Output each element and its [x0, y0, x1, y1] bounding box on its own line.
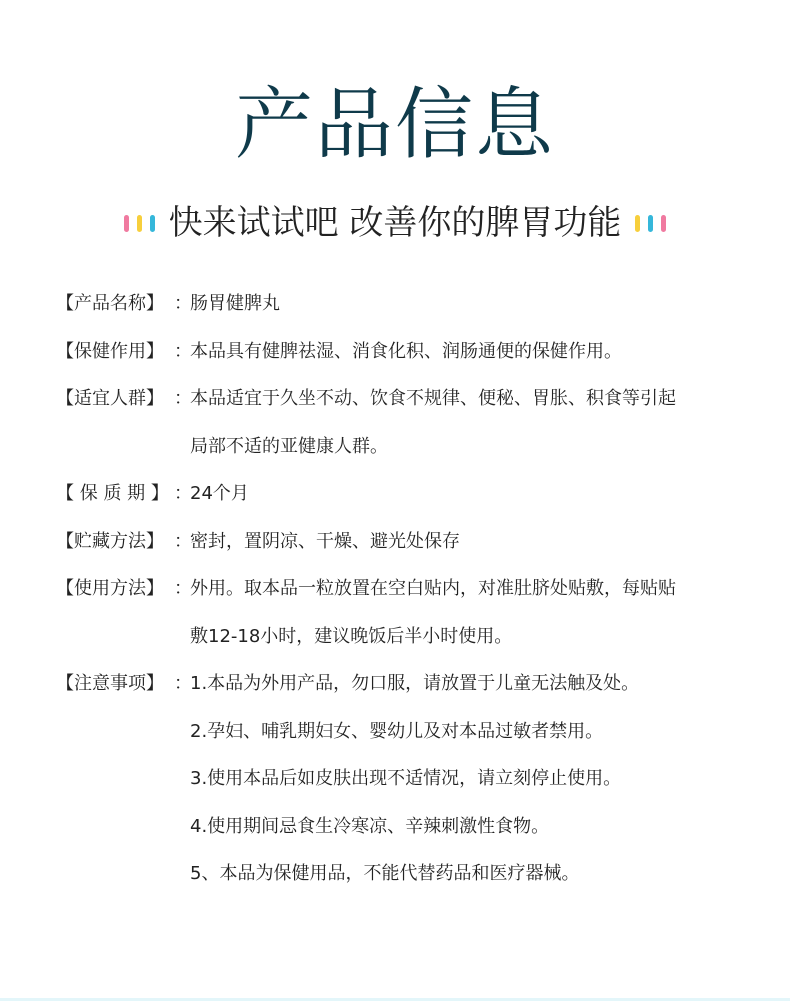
info-value — [190, 280, 746, 328]
info-value-line: 1.本品为外用产品，勿口服，请放置于儿童无法触及处。 — [190, 673, 640, 694]
info-value-line: 肠胃健脾丸 — [190, 293, 280, 314]
info-colon: ： — [174, 578, 192, 599]
info-colon: ： — [174, 673, 192, 694]
info-colon: ： — [174, 388, 192, 409]
info-label: 【产品名称】 — [56, 293, 164, 314]
info-value-line: 4.使用期间忌食生冷寒凉、辛辣刺激性食物。 — [190, 815, 550, 837]
info-value — [190, 518, 746, 566]
info-row-usage — [56, 565, 746, 660]
info-value — [190, 328, 746, 376]
info-row-health-function — [56, 328, 746, 376]
subtitle: 快来试试吧 改善你的脾胃功能 — [168, 203, 622, 243]
info-colon: ： — [174, 340, 192, 362]
info-label: 【 保 质 期 】 — [56, 483, 169, 504]
yellow-bar-icon — [635, 215, 640, 232]
subtitle-row — [0, 198, 790, 248]
pink-bar-icon — [124, 215, 129, 232]
blue-bar-icon — [150, 215, 155, 232]
info-value-line: 3.使用本品后如皮肤出现不适情况，请立刻停止使用。 — [190, 768, 622, 789]
info-label: 【适宜人群】 — [56, 388, 164, 409]
info-list — [56, 280, 746, 898]
info-value-line: 外用。取本品一粒放置在空白贴内，对准肚脐处贴敷，每贴贴 — [190, 578, 676, 599]
info-colon: ： — [174, 530, 192, 552]
info-value-line: 敷12-18小时，建议晚饭后半小时使用。 — [190, 625, 513, 647]
info-value-line: 本品适宜于久坐不动、饮食不规律、便秘、胃胀、积食等引起 — [190, 388, 676, 409]
info-row-precautions — [56, 660, 746, 898]
info-colon: ： — [174, 483, 192, 504]
info-value-line: 24个月 — [190, 483, 249, 504]
blue-bar-icon — [648, 215, 653, 232]
decor-bars-right — [635, 215, 666, 232]
yellow-bar-icon — [137, 215, 142, 232]
info-label: 【使用方法】 — [56, 578, 164, 599]
info-value-line: 本品具有健脾祛湿、消食化积、润肠通便的保健作用。 — [190, 340, 622, 362]
info-label: 【贮藏方法】 — [56, 530, 164, 552]
info-row-storage — [56, 518, 746, 566]
info-row-suitable-group — [56, 375, 746, 470]
info-colon: ： — [174, 293, 192, 314]
info-value-line: 局部不适的亚健康人群。 — [190, 435, 388, 457]
info-value-line: 2.孕妇、哺乳期妇女、婴幼儿及对本品过敏者禁用。 — [190, 720, 604, 742]
info-value — [190, 660, 746, 898]
info-value-line: 5、本品为保健用品，不能代替药品和医疗器械。 — [190, 863, 580, 884]
pink-bar-icon — [661, 215, 666, 232]
info-label: 【注意事项】 — [56, 673, 164, 694]
info-value — [190, 375, 746, 470]
info-row-shelf-life — [56, 470, 746, 518]
info-label: 【保健作用】 — [56, 340, 164, 362]
info-row-product-name — [56, 280, 746, 328]
info-value — [190, 565, 746, 660]
decor-bars-left — [124, 215, 155, 232]
info-value-line: 密封，置阴凉、干燥、避光处保存 — [190, 530, 460, 552]
page-title: 产品信息 — [234, 80, 555, 170]
info-value — [190, 470, 746, 518]
